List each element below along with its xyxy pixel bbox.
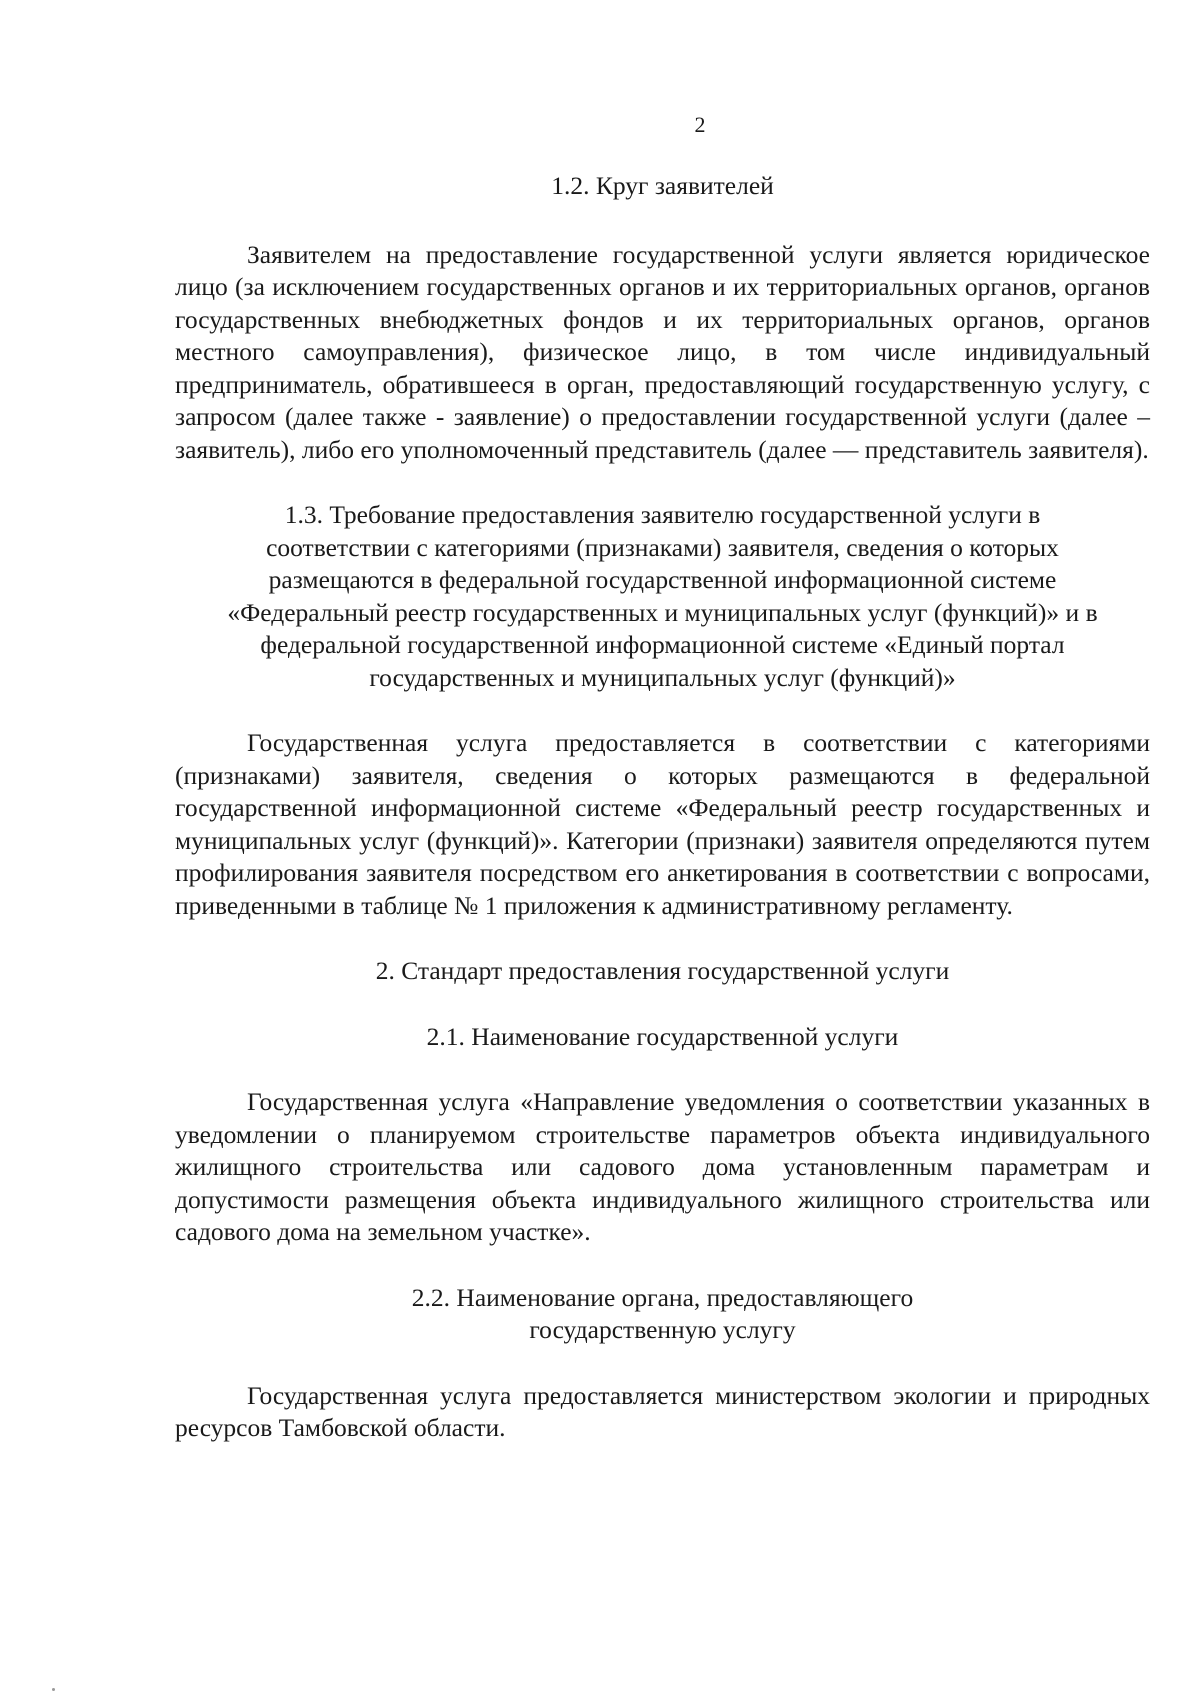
heading-1-3 — [175, 499, 1150, 694]
scan-artifact — [52, 1688, 55, 1691]
heading-2-2-line: государственную услугу — [529, 1315, 796, 1344]
paragraph-service-name: Государственная услуга «Направление уведомления о соответствии указанных в уведомлении о планируемом строительстве параметров объекта индивидуального жилищного строительства или садового дома установленным параметрам и допустимости размещения объекта индивидуального жилищного строительства или садового дома на земельном участке». — [175, 1087, 1150, 1246]
heading-1-3-line: 1.3. Требование предоставления заявителю государственной услуги в — [284, 500, 1041, 529]
paragraph-categories: Государственная услуга предоставляется в соответствии с категориями (признаками) заявителя, сведения о которых размещаются в федеральной государственной информационной системе «Федеральный реестр государственных и муниципальных услуг (функций)». Категории (признаки) заявителя определяются путем профилирования заявителя посредством его анкетирования в соответствии с вопросами, приведенными в таблице № 1 приложения к административному регламенту. — [175, 728, 1150, 920]
heading-1-3-line: соответствии с категориями (признаками) заявителя, сведения о которых — [266, 532, 1059, 562]
paragraph-applicants: Заявителем на предоставление государственной услуги является юридическое лицо (за исключением государственных органов и их территориальных органов, органов государственных внебюджетных фондов и их территориальных органов, органов местного самоуправления), физическое лицо, в том числе индивидуальный предприниматель, обратившееся в орган, предоставляющий государственную услугу, с запросом (далее также - заявление) о предоставлении государственной услуги (далее – заявитель), либо его уполномоченный представитель (далее — представитель заявителя). — [175, 239, 1150, 464]
heading-1-2: 1.2. Круг заявителей — [551, 171, 774, 200]
heading-1-3-line: размещаются в федеральной государственной информационной системе — [268, 565, 1057, 594]
heading-2-2 — [175, 1282, 1150, 1347]
heading-1-3-line: государственных и муниципальных услуг (функций)» — [369, 662, 956, 692]
heading-2-2-line: 2.2. Наименование органа, предоставляющего — [411, 1282, 914, 1312]
heading-2-1: 2.1. Наименование государственной услуги — [426, 1021, 899, 1051]
document-body — [175, 170, 1150, 1445]
page-number: 2 — [694, 112, 706, 137]
heading-2: 2. Стандарт предоставления государственной услуги — [375, 956, 950, 985]
paragraph-authority: Государственная услуга предоставляется министерством экологии и природных ресурсов Тамбовской области. — [175, 1380, 1150, 1442]
heading-1-3-line: «Федеральный реестр государственных и муниципальных услуг (функций)» и в — [227, 597, 1098, 627]
heading-1-3-line: федеральной государственной информационной системе «Единый портал — [260, 630, 1065, 659]
